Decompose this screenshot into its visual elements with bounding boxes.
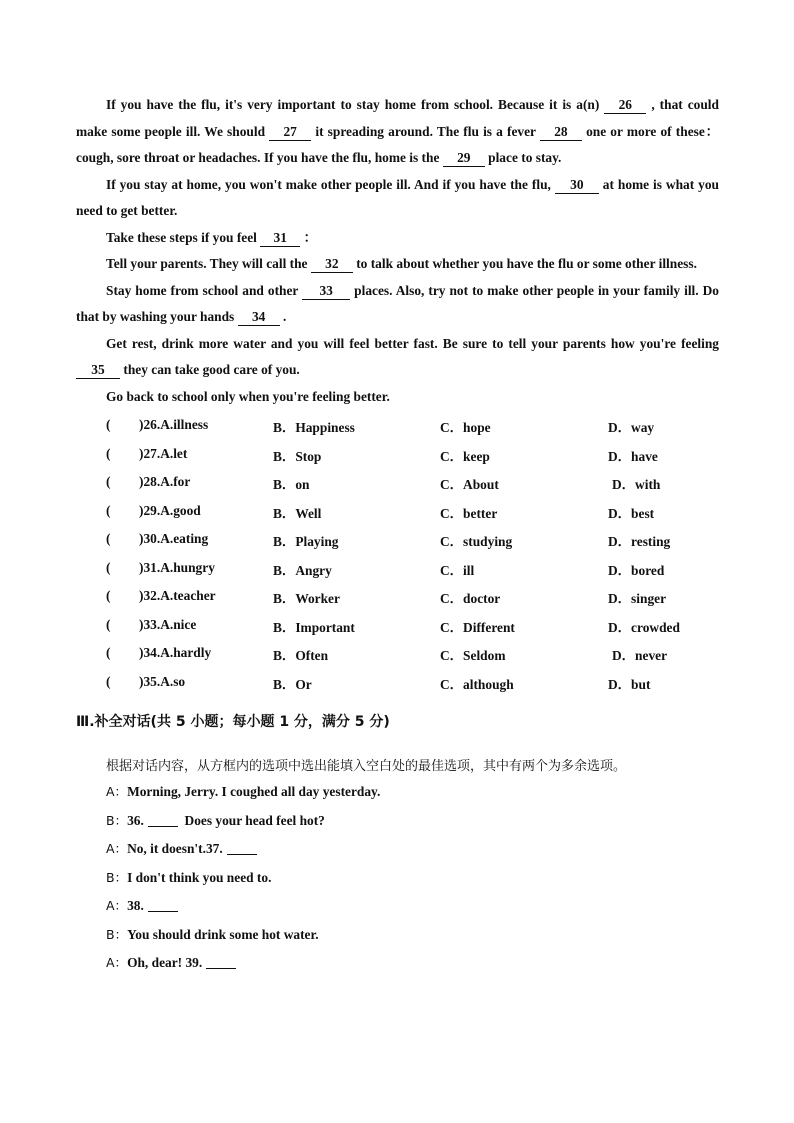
answer-paren[interactable]: ( xyxy=(106,445,111,461)
option-b: B．Playing xyxy=(273,534,339,549)
passage-text: If you have the flu, it's very important to stay home from school. Because it is a(n) xyxy=(106,97,600,112)
passage-paragraph-4 xyxy=(76,251,719,278)
option-row xyxy=(76,498,719,527)
speaker-label: A： xyxy=(106,784,128,799)
option-a: )27.A.let xyxy=(139,445,188,461)
dialogue-line xyxy=(76,835,719,864)
answer-paren[interactable]: ( xyxy=(106,588,111,603)
option-b: B．Often xyxy=(273,648,329,663)
option-row xyxy=(76,555,719,584)
option-d: D．bored xyxy=(608,562,665,578)
answer-blank-27[interactable]: 27 xyxy=(269,124,311,141)
option-row xyxy=(76,469,719,498)
answer-paren[interactable]: ( xyxy=(106,474,111,489)
option-c: C．studying xyxy=(440,534,513,549)
speaker-label: B： xyxy=(106,926,128,942)
option-a: )26.A.illness xyxy=(139,417,209,432)
option-d: D．have xyxy=(608,448,658,464)
answer-blank-30[interactable]: 30 xyxy=(555,177,599,194)
option-b: B．Important xyxy=(273,619,355,635)
option-d: D．way xyxy=(608,420,655,435)
passage-paragraph-6 xyxy=(76,331,719,384)
option-a: )35.A.so xyxy=(139,673,186,689)
speaker-label: B： xyxy=(106,869,128,885)
option-c: C．doctor xyxy=(440,591,501,606)
answer-paren[interactable]: ( xyxy=(106,559,111,575)
option-a: )32.A.teacher xyxy=(139,588,216,603)
passage-text: If you stay at home, you won't make other people ill. And if you have the flu, xyxy=(106,176,551,192)
option-c: C．although xyxy=(440,676,514,692)
option-b: B．Happiness xyxy=(273,420,355,435)
option-c: C．hope xyxy=(440,420,491,435)
answer-paren[interactable]: ( xyxy=(106,417,111,432)
option-b: B．Stop xyxy=(273,448,322,464)
question-number: 39. xyxy=(185,955,203,970)
passage-text: they can take good care of you. xyxy=(123,362,300,377)
answer-blank-28[interactable]: 28 xyxy=(540,124,582,141)
option-a: )30.A.eating xyxy=(139,531,209,546)
speaker-label: B： xyxy=(106,812,128,828)
option-d: D．but xyxy=(608,676,651,692)
dialogue-text: I don't think you need to. xyxy=(127,869,272,885)
option-a: )28.A.for xyxy=(139,474,191,489)
question-number: 38. xyxy=(127,898,144,913)
option-b: B．Well xyxy=(273,505,322,521)
option-a: )34.A.hardly xyxy=(139,645,212,660)
dialogue-blank-38[interactable] xyxy=(148,897,178,912)
passage-text: Get rest, drink more water and you will feel better fast. Be sure to tell your parents how you're feeling xyxy=(106,335,719,351)
answer-paren[interactable]: ( xyxy=(106,645,111,660)
passage-text: place to stay. xyxy=(488,150,562,165)
passage-paragraph-5 xyxy=(76,278,719,331)
passage-text: to talk about whether you have the flu or some other illness. xyxy=(356,256,697,271)
passage-text: at home is what you need to get better. xyxy=(76,176,719,218)
answer-paren[interactable]: ( xyxy=(106,502,111,518)
answer-paren[interactable]: ( xyxy=(106,616,111,632)
question-number: 36. xyxy=(127,812,144,828)
question-number: 37. xyxy=(205,841,223,856)
option-c: C．About xyxy=(440,477,499,492)
answer-paren[interactable]: ( xyxy=(106,673,111,689)
dialogue-text: Does your head feel hot? xyxy=(184,812,325,828)
option-row xyxy=(76,583,719,612)
option-a: )29.A.good xyxy=(139,502,201,518)
option-d: D．never xyxy=(612,648,668,663)
answer-blank-34[interactable]: 34 xyxy=(238,309,280,326)
speaker-label: A： xyxy=(106,955,128,970)
option-row xyxy=(76,612,719,641)
answer-paren[interactable]: ( xyxy=(106,531,111,546)
option-c: C．ill xyxy=(440,562,475,578)
answer-blank-32[interactable]: 32 xyxy=(311,256,353,273)
option-b: B．Angry xyxy=(273,562,332,578)
option-d: D．crowded xyxy=(608,619,680,635)
answer-blank-26[interactable]: 26 xyxy=(604,97,646,114)
dialogue-blank-37[interactable] xyxy=(227,840,257,855)
passage-text: Tell your parents. They will call the xyxy=(106,256,308,271)
answer-blank-35[interactable]: 35 xyxy=(76,362,120,379)
dialogue-text: Morning, Jerry. I coughed all day yesterday. xyxy=(127,784,381,799)
option-b: B．Worker xyxy=(273,591,340,606)
passage-text: Go back to school only when you're feeling better. xyxy=(106,388,390,404)
passage-text: places. Also, try not to make other people in your family ill. Do that by washing your hands xyxy=(76,282,719,324)
option-row xyxy=(76,669,719,698)
exam-page xyxy=(76,92,719,978)
passage-text: Stay home from school and other xyxy=(106,282,299,298)
answer-blank-31[interactable]: 31 xyxy=(260,230,300,247)
dialogue-text: Oh, dear! xyxy=(127,955,183,970)
dialogue-blank-39[interactable] xyxy=(206,954,236,969)
option-c: C．Seldom xyxy=(440,648,506,663)
option-d: D．resting xyxy=(608,534,671,549)
passage-text: , that could make some people ill. We should xyxy=(76,97,719,139)
dialogue-line xyxy=(76,921,719,950)
answer-blank-33[interactable]: 33 xyxy=(302,283,350,300)
option-c: C．Different xyxy=(440,619,515,635)
passage-text: . xyxy=(283,309,287,324)
option-d: D．with xyxy=(612,477,661,492)
passage-paragraph-3 xyxy=(76,225,719,252)
option-a: )33.A.nice xyxy=(139,616,197,632)
option-row xyxy=(76,640,719,669)
dialogue-line xyxy=(76,807,719,836)
speaker-label: A： xyxy=(106,841,128,856)
dialogue-line xyxy=(76,949,719,978)
answer-blank-29[interactable]: 29 xyxy=(443,150,485,167)
section-title: Ⅲ.补全对话(共 5 小题；每小题 1 分，满分 5 分) xyxy=(76,714,390,730)
dialogue-line xyxy=(76,892,719,921)
option-b: B．on xyxy=(273,477,310,492)
option-c: C．keep xyxy=(440,448,490,464)
option-c: C．better xyxy=(440,505,498,521)
dialogue-line xyxy=(76,864,719,893)
option-row xyxy=(76,412,719,441)
dialogue-line xyxy=(76,778,719,807)
option-row xyxy=(76,441,719,470)
speaker-label: A： xyxy=(106,898,128,913)
dialogue xyxy=(76,778,719,978)
options-list xyxy=(76,412,719,697)
option-b: B．Or xyxy=(273,676,312,692)
passage-text: ： xyxy=(303,229,317,245)
passage-paragraph-2 xyxy=(76,172,719,225)
passage-paragraph-7 xyxy=(76,384,719,411)
passage-paragraph-1 xyxy=(76,92,719,172)
option-row xyxy=(76,526,719,555)
dialogue-text: You should drink some hot water. xyxy=(127,926,319,942)
option-d: D．best xyxy=(608,505,655,521)
dialogue-text: No, it doesn't. xyxy=(127,841,206,856)
option-a: )31.A.hungry xyxy=(139,559,215,575)
dialogue-blank-36[interactable] xyxy=(148,812,178,827)
option-d: D．singer xyxy=(608,591,667,606)
section-instruction: 根据对话内容，从方框内的选项中选出能填入空白处的最佳选项，其中有两个为多余选项。 xyxy=(106,759,627,774)
passage-text: it spreading around. The flu is a fever xyxy=(315,123,536,139)
passage-text: one or more of these：cough, sore throat or headaches. If you have the flu, home is the xyxy=(76,123,719,165)
passage-text: Take these steps if you feel xyxy=(106,229,257,245)
